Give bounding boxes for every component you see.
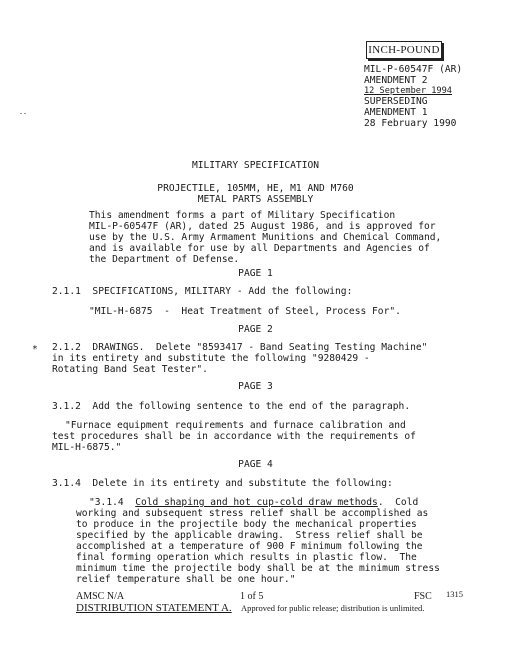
quote-line: specified by the applicable drawing. Stress relief shall be [76, 530, 423, 541]
spec-type-heading: MILITARY SPECIFICATION [191, 160, 320, 171]
title-line-2: METAL PARTS ASSEMBLY [197, 194, 314, 205]
quote-line: relief temperature shall be one hour." [76, 574, 296, 585]
fsc-label: FSC [414, 591, 432, 602]
quote-line: to produce in the projectile body the mechanical properties [76, 519, 417, 530]
change-marker: * [32, 344, 38, 355]
title-line-1: PROJECTILE, 105MM, HE, M1 AND M760 [157, 183, 354, 194]
quote-line: final forming operation which results in plastic flow. The [76, 552, 417, 563]
page-heading: PAGE 1 [238, 268, 273, 279]
quote-prefix: "3.1.4 [89, 497, 136, 508]
scan-artifact [20, 101, 28, 103]
superseding-label: SUPERSEDING [364, 96, 428, 107]
intro-line: use by the U.S. Army Armament Munitions and Chemical Command, [89, 232, 442, 243]
paragraph-body: Rotating Band Seat Tester". [52, 364, 208, 375]
quote-line: working and subsequent stress relief shall be accomplished as [76, 508, 429, 519]
quote-first-rest: . Cold [377, 497, 419, 508]
paragraph-body: "MIL-H-6875 - Heat Treatment of Steel, Process For". [89, 306, 401, 317]
page-number: 1 of 5 [240, 591, 264, 602]
quote-heading: Cold shaping and hot cup-cold draw methods [135, 497, 378, 508]
fsc-value: 1315 [446, 589, 463, 599]
intro-line: This amendment forms a part of Military Specification [89, 210, 396, 221]
distribution-label: DISTRIBUTION STATEMENT A. [76, 602, 232, 614]
paragraph-body: "Furnace equipment requirements and furnace calibration and [65, 420, 406, 431]
page-heading: PAGE 2 [238, 324, 273, 335]
quote-line: accomplished at a temperature of 900 F minimum following the [76, 541, 423, 552]
doc-id: MIL-P-60547F (AR) [364, 64, 463, 75]
amendment-number: AMENDMENT 2 [364, 75, 428, 86]
intro-line: MIL-P-60547F (AR), dated 25 August 1986, and is approved for [89, 221, 436, 232]
intro-line: and is available for use by all Departments and Agencies of [89, 243, 430, 254]
amendment-date: 12 September 1994 [364, 86, 452, 96]
paragraph-3-1-2: 3.1.2 Add the following sentence to the end of the paragraph. [52, 401, 411, 412]
inch-pound-box: INCH-POUND [366, 41, 442, 59]
quote-first-line [89, 497, 418, 508]
amsc-label: AMSC N/A [76, 591, 125, 602]
paragraph-body: MIL-H-6875." [52, 442, 122, 453]
paragraph-3-1-4: 3.1.4 Delete in its entirety and substitute the following: [52, 478, 393, 489]
superseded-amendment: AMENDMENT 1 [364, 107, 428, 118]
page-heading: PAGE 4 [238, 459, 273, 470]
paragraph-2-1-2: 2.1.2 DRAWINGS. Delete "8593417 - Band Seating Testing Machine" [52, 342, 428, 353]
paragraph-body: test procedures shall be in accordance with the requirements of [52, 431, 416, 442]
superseded-date: 28 February 1990 [364, 118, 457, 129]
intro-line: the Department of Defense. [89, 254, 240, 265]
page-heading: PAGE 3 [238, 381, 273, 392]
paragraph-2-1-1: 2.1.1 SPECIFICATIONS, MILITARY - Add the following: [52, 286, 353, 297]
quote-line: minimum time the projectile body shall be at the minimum stress [76, 563, 440, 574]
distribution-text: Approved for public release; distribution is unlimited. [241, 603, 425, 613]
paragraph-body: in its entirety and substitute the following "9280429 - [52, 353, 370, 364]
